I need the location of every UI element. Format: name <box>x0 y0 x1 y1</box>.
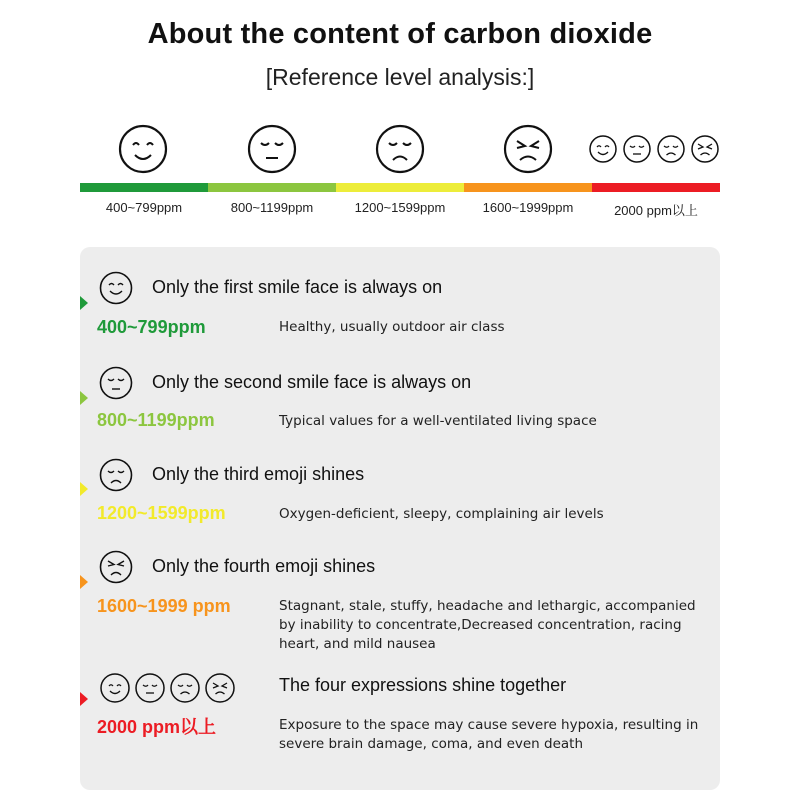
row-heading-1: Only the first smile face is always on <box>152 277 443 297</box>
scale-segment-green <box>80 183 208 192</box>
row-description-1: Healthy, usually outdoor air class <box>279 319 505 335</box>
level-marker-1 <box>80 296 88 310</box>
happy-face-icon <box>99 271 133 305</box>
happy-face-icon <box>118 124 168 174</box>
row-description-2: Typical values for a well-ventilated living space <box>279 413 597 429</box>
row-description-4: Stagnant, stale, stuffy, headache and lethargic, accompanied by inability to concentrate,Decreased concentration, racing heart, and mild nausea <box>279 598 696 652</box>
scale-segment-yellow <box>336 183 464 192</box>
row-range-5: 2000 ppm以上 <box>97 717 217 737</box>
row-range-3: 1200~1599ppm <box>97 503 226 523</box>
neutral-face-icon <box>99 366 133 400</box>
angry-face-icon <box>99 550 133 584</box>
row-heading-5: The four expressions shine together <box>279 675 567 695</box>
scale-label-5: 2000 ppm以上 <box>614 203 698 218</box>
scale-segment-red <box>592 183 720 192</box>
row-range-4: 1600~1999 ppm <box>97 596 231 616</box>
row-description-3: Oxygen-deficient, sleepy, complaining air levels <box>279 506 604 522</box>
level-marker-4 <box>80 575 88 589</box>
level-marker-5 <box>80 692 88 706</box>
row-range-2: 800~1199ppm <box>97 410 215 430</box>
row-heading-4: Only the fourth emoji shines <box>152 556 376 576</box>
row-range-1: 400~799ppm <box>97 317 206 337</box>
level-marker-3 <box>80 482 88 496</box>
page-subtitle: [Reference level analysis:] <box>265 64 535 90</box>
sad-face-icon <box>99 458 133 492</box>
page-title: About the content of carbon dioxide <box>147 18 653 50</box>
row-heading-2: Only the second smile face is always on <box>152 372 472 392</box>
scale-segment-orange <box>464 183 592 192</box>
four-faces-icon <box>588 134 722 164</box>
row-heading-3: Only the third emoji shines <box>152 464 365 484</box>
row-description-5: Exposure to the space may cause severe hypoxia, resulting in severe brain damage, coma, and even death <box>279 717 699 752</box>
scale-label-3: 1200~1599ppm <box>354 200 446 215</box>
co2-level-scale-bar <box>80 183 720 192</box>
scale-label-1: 400~799ppm <box>105 200 183 215</box>
level-marker-2 <box>80 391 88 405</box>
sad-face-icon <box>375 124 425 174</box>
angry-face-icon <box>503 124 553 174</box>
scale-segment-lime <box>208 183 336 192</box>
four-faces-icon <box>99 672 239 704</box>
scale-label-2: 800~1199ppm <box>230 200 314 215</box>
neutral-face-icon <box>247 124 297 174</box>
scale-label-4: 1600~1999ppm <box>482 200 574 215</box>
